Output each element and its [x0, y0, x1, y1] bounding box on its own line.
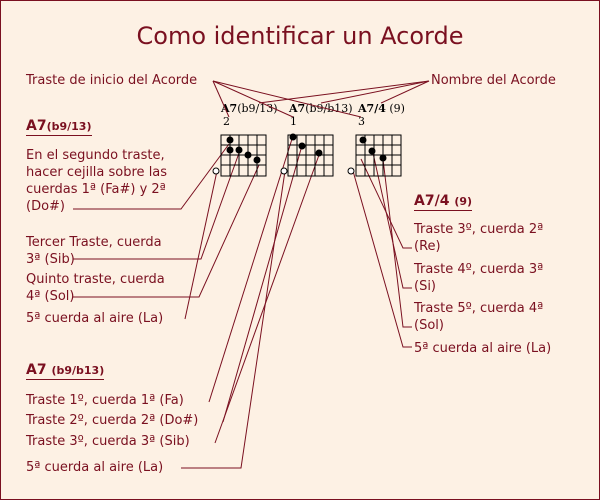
finger-dot: [380, 155, 387, 162]
leader-line: [259, 81, 429, 103]
block2-line-2: Traste 2º, cuerda 2ª (Do#): [26, 413, 199, 428]
diagram-graphics: [1, 1, 599, 499]
fret-number-3: 3: [358, 115, 365, 128]
page-title: Como identificar un Acorde: [136, 22, 464, 50]
block1-line-8: 4ª (Sol): [26, 289, 75, 304]
chord-name-1-ext: (b9/13): [237, 102, 278, 115]
leader-line: [213, 81, 229, 117]
fret-number-2: 1: [290, 115, 297, 128]
block1-line-6: 3ª (Sib): [26, 252, 75, 267]
block2-heading-main: A7: [26, 362, 47, 378]
chord-diagram-3: [348, 135, 401, 176]
leader-line: [209, 139, 292, 402]
block3-line-5: Traste 5º, cuerda 4ª: [414, 301, 544, 316]
finger-dot: [236, 147, 243, 154]
block1-line-7: Quinto traste, cuerda: [26, 272, 165, 287]
finger-dot: [254, 157, 261, 164]
chord-diagram-1: [213, 135, 266, 176]
block1-heading-ext: (b9/13): [46, 120, 92, 133]
finger-dot: [316, 150, 323, 157]
block1-line-1: En el segundo traste,: [26, 148, 165, 163]
block1-line-4: (Do#): [26, 199, 65, 214]
leader-line: [185, 171, 217, 319]
leader-line: [223, 149, 301, 422]
leader-lines: [73, 81, 429, 468]
block1-line-9: 5ª cuerda al aire (La): [26, 311, 164, 326]
block1-heading-main: A7: [26, 118, 47, 134]
block2-line-3: Traste 3º, cuerda 3ª (Sib): [26, 434, 190, 449]
fret-number-1: 2: [223, 115, 230, 128]
leader-line: [73, 165, 259, 297]
block3-line-6: (Sol): [414, 318, 444, 333]
chord-name-3-main: A7/4: [358, 102, 386, 115]
open-string-marker: [281, 168, 287, 174]
leader-line: [73, 144, 229, 209]
chord-name-3-ext: (9): [385, 102, 405, 115]
block2-line-1: Traste 1º, cuerda 1ª (Fa): [26, 393, 184, 408]
finger-dot: [369, 148, 376, 155]
block3-heading-main: A7/4: [414, 193, 450, 209]
block2-heading-ext: (b9/b13): [51, 364, 105, 377]
leader-line: [213, 81, 293, 117]
leader-line: [321, 81, 429, 103]
finger-dot: [227, 137, 234, 144]
leader-line: [215, 155, 319, 443]
finger-dot: [360, 137, 367, 144]
block3-line-4: (Si): [414, 279, 437, 294]
block3-line-3: Traste 4º, cuerda 3ª: [414, 262, 544, 277]
chord-name-2-ext: (b9/b13): [305, 102, 353, 115]
block3-line-2: (Re): [414, 239, 441, 254]
leader-line: [361, 159, 412, 248]
finger-dot: [290, 134, 297, 141]
finger-dot: [227, 147, 234, 154]
block2-line-4: 5ª cuerda al aire (La): [26, 460, 164, 475]
chord-name-1-main: A7: [221, 102, 238, 115]
block1-line-2: hacer cejilla sobre las: [26, 165, 168, 180]
block1-line-5: Tercer Traste, cuerda: [26, 235, 162, 250]
chord-name-label: Nombre del Acorde: [431, 73, 556, 88]
leader-line: [181, 171, 285, 468]
block3-line-7: 5ª cuerda al aire (La): [414, 341, 552, 356]
open-string-marker: [348, 168, 354, 174]
leader-line: [383, 159, 412, 327]
chord-name-2-main: A7: [289, 102, 306, 115]
fret-start-label: Traste de inicio del Acorde: [26, 73, 198, 88]
block3-line-1: Traste 3º, cuerda 2ª: [414, 222, 544, 237]
open-string-marker: [213, 168, 219, 174]
finger-dot: [299, 143, 306, 150]
finger-dot: [245, 152, 252, 159]
block3-heading-ext: (9): [454, 195, 473, 208]
chord-diagram-2: [281, 134, 333, 177]
block1-line-3: cuerdas 1ª (Fa#) y 2ª: [26, 182, 166, 197]
